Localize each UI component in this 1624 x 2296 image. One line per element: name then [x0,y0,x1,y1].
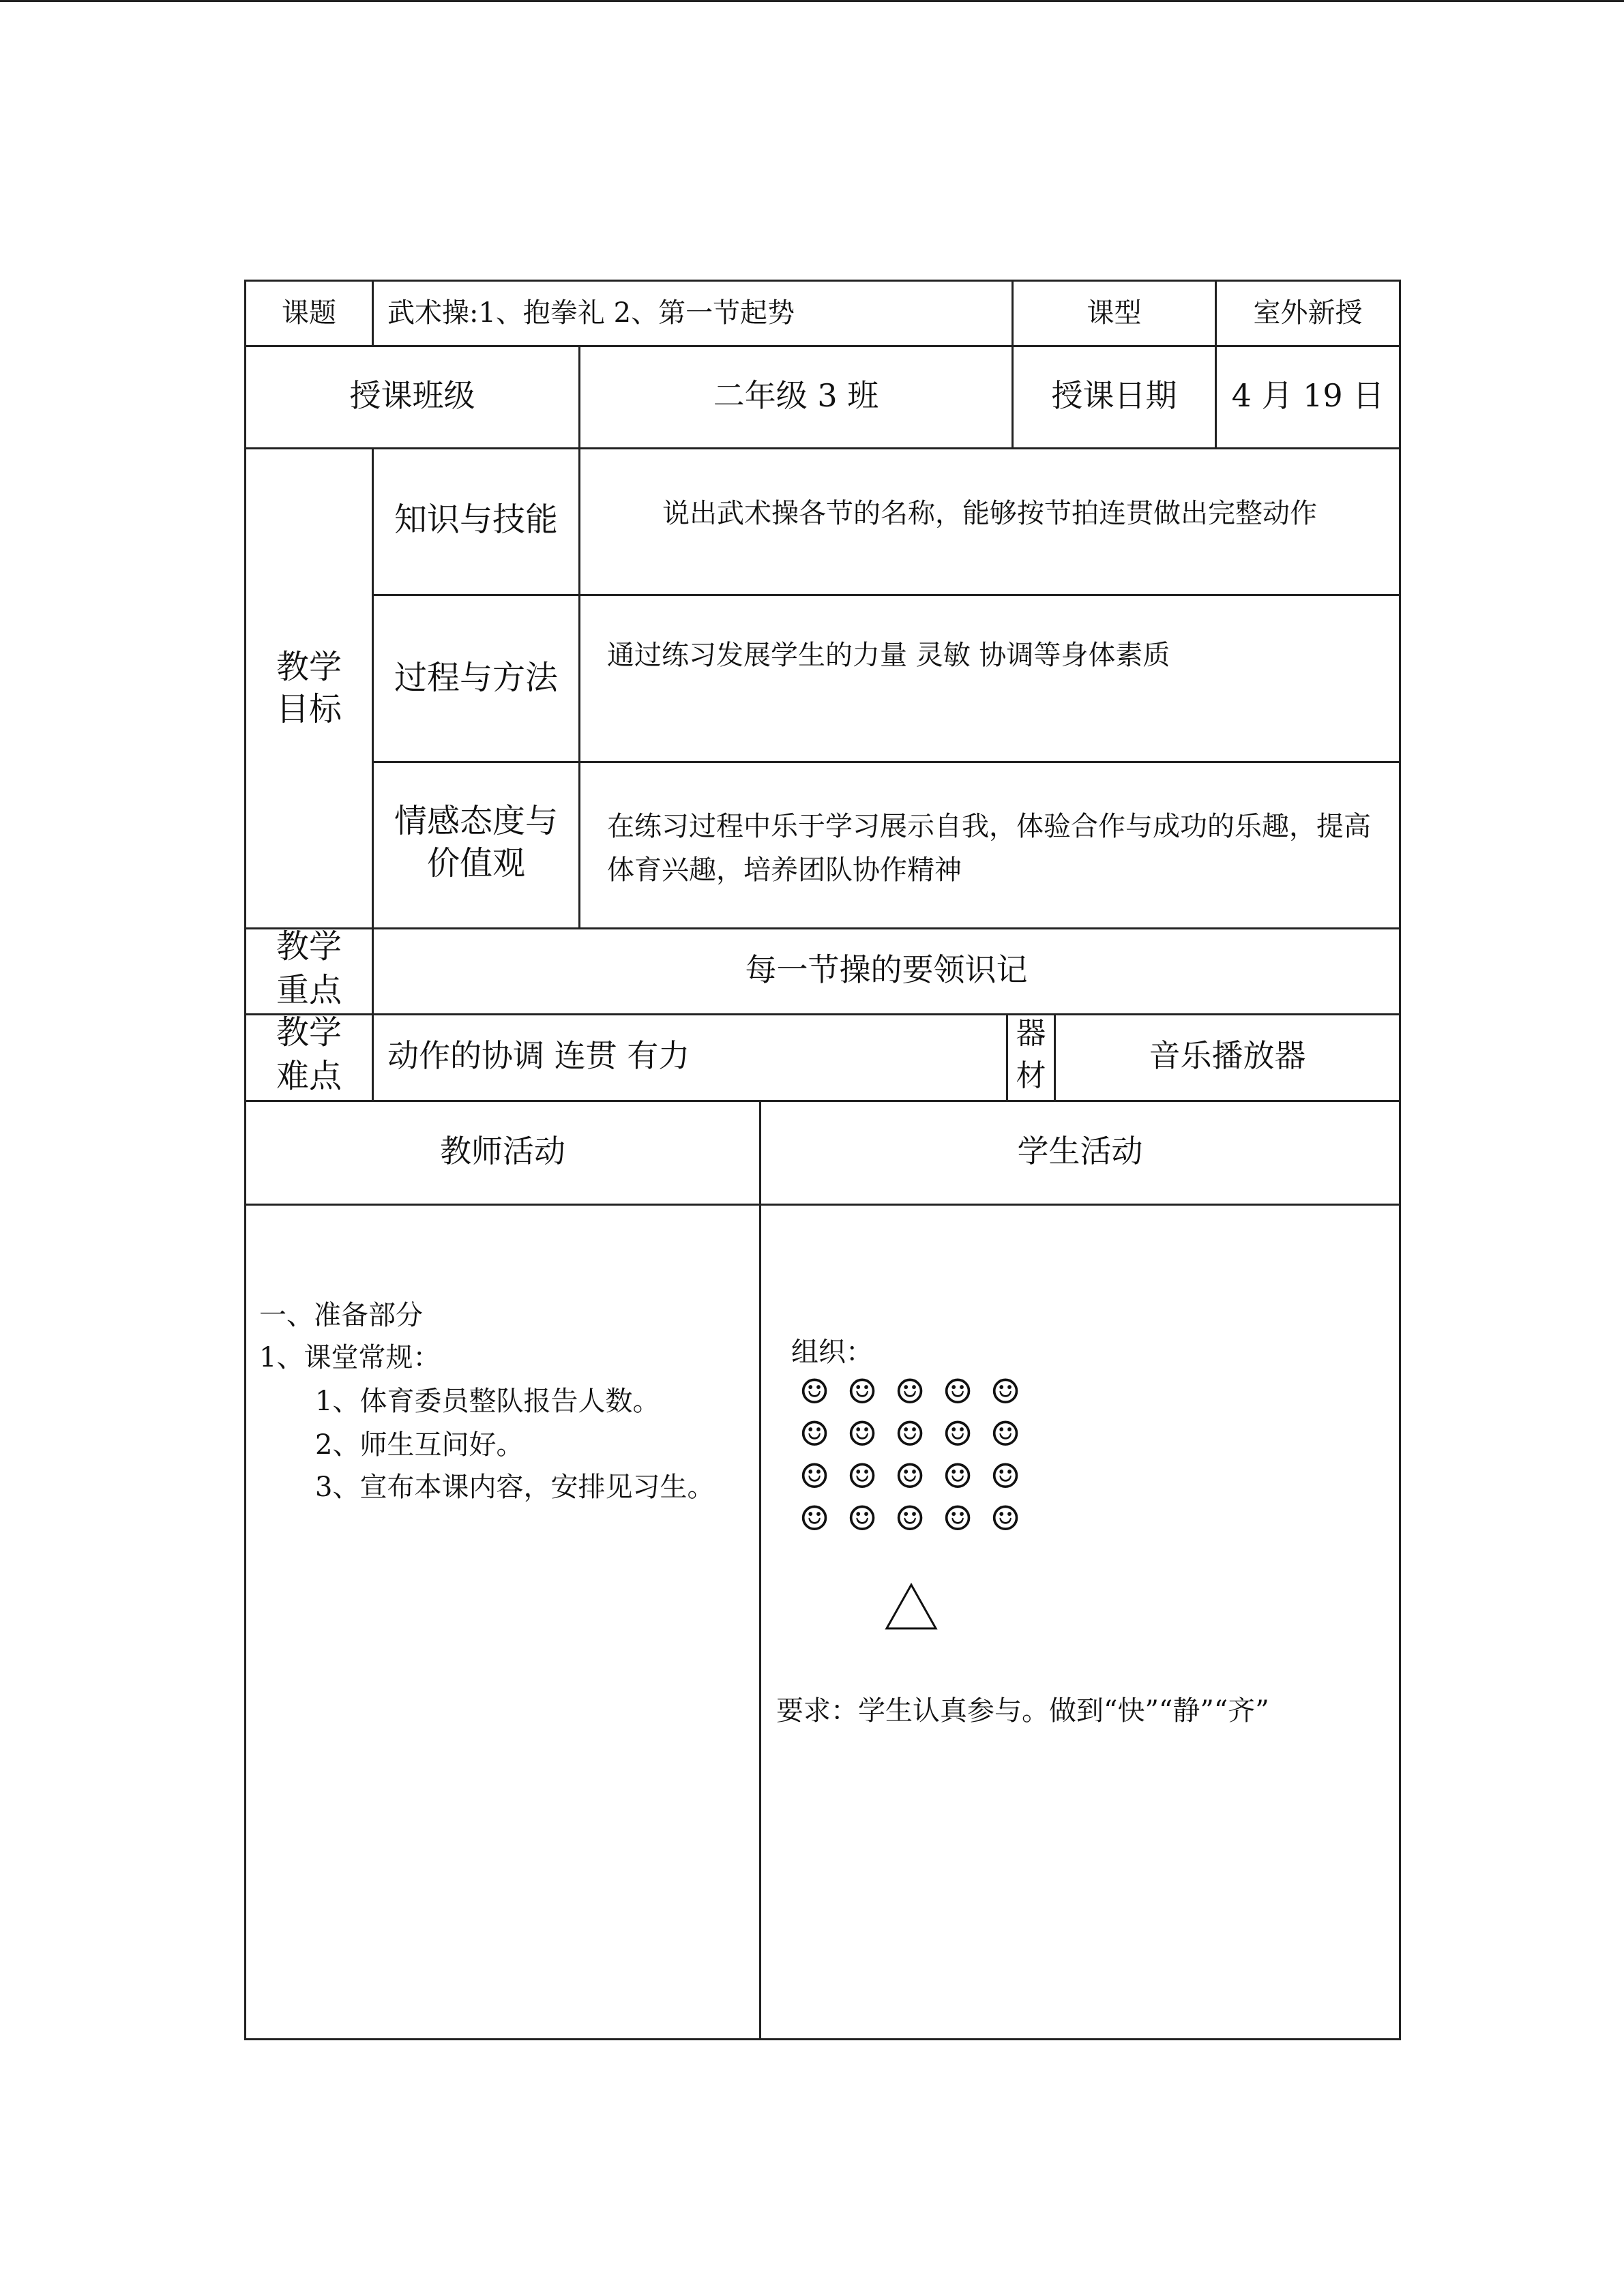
teacher-activity-line: 1、课堂常规： [259,1342,441,1373]
table-border-right [1399,280,1401,2040]
column-divider [759,1100,761,2040]
class-value: 二年级 3 班 [713,377,879,414]
topic-value: 武术操:1、抱拳礼 2、第一节起势 [387,297,795,329]
student-smiley-icon: ☺ [799,1414,830,1454]
student-smiley-icon: ☺ [894,1457,926,1496]
student-smiley-icon: ☺ [799,1499,830,1538]
student-smiley-icon: ☺ [990,1372,1021,1412]
knowledge-text: 说出武术操各节的名称，能够按节拍连贯做出完整动作 [662,498,1317,529]
formation-row [798,1413,1071,1455]
student-requirement: 要求：学生认真参与。做到“快”“静”“齐” [776,1695,1269,1727]
difficulty-label-line1: 教学 [276,1013,342,1052]
equipment-label-line2: 材 [1016,1058,1046,1093]
formation-row [798,1455,1071,1497]
column-divider [372,280,374,345]
student-smiley-icon: ☺ [846,1499,878,1538]
key-points-label-line1: 教学 [276,927,342,966]
class-label: 授课班级 [349,377,475,414]
teacher-activity-line: 一、准备部分 [259,1300,423,1331]
difficulty-label-line2: 难点 [276,1057,342,1095]
student-smiley-icon: ☺ [894,1372,926,1412]
student-smiley-icon: ☺ [846,1372,878,1412]
lesson-type-value: 室外新授 [1253,297,1363,329]
key-points-label-line2: 重点 [276,971,342,1009]
student-smiley-icon: ☺ [990,1499,1021,1538]
topic-label: 课题 [282,297,336,329]
lesson-type-label: 课型 [1087,297,1142,329]
lesson-plan-table [244,280,1401,2040]
objectives-label-line2: 目标 [276,690,342,728]
student-smiley-icon: ☺ [942,1372,973,1412]
key-points-text: 每一节操的要领识记 [745,951,1028,988]
equipment-value: 音乐播放器 [1149,1037,1306,1074]
column-divider [372,447,374,1100]
teacher-activity-line: 3、宣布本课内容，安排见习生。 [315,1472,715,1503]
page-top-border [0,0,1624,2]
student-smiley-icon: ☺ [846,1414,878,1454]
student-smiley-icon: ☺ [942,1414,973,1454]
organization-label: 组织： [791,1337,873,1368]
student-smiley-icon: ☺ [990,1414,1021,1454]
student-smiley-icon: ☺ [990,1457,1021,1496]
column-divider [578,345,580,927]
teacher-activity-line: 1、体育委员整队报告人数。 [315,1386,660,1417]
student-smiley-icon: ☺ [846,1457,878,1496]
row-divider [244,447,1401,449]
student-formation [798,1371,1071,1540]
date-value: 4 月 19 日 [1231,377,1385,414]
process-label: 过程与方法 [394,659,558,697]
process-text: 通过练习发展学生的力量 灵敏 协调等身体素质 [607,640,1170,671]
date-label: 授课日期 [1051,377,1177,414]
formation-row [798,1371,1071,1413]
row-divider [244,1100,1401,1102]
emotion-label-line1: 情感态度与 [394,802,558,840]
row-divider [244,345,1401,347]
student-smiley-icon: ☺ [894,1414,926,1454]
table-border-top [244,280,1401,282]
emotion-text: 在练习过程中乐于学习展示自我，体验合作与成功的乐趣，提高体育兴趣，培养团队协作精神 [607,811,1371,886]
formation-row [798,1497,1071,1540]
student-smiley-icon: ☺ [799,1372,830,1412]
triangle-icon [884,1582,939,1631]
row-divider [244,1204,1401,1206]
row-divider [372,594,1401,596]
student-smiley-icon: ☺ [942,1499,973,1538]
emotion-label-line2: 价值观 [426,844,525,882]
teacher-activity-header: 教师活动 [440,1133,565,1169]
knowledge-label: 知识与技能 [394,501,558,539]
student-activity-header: 学生活动 [1017,1133,1143,1169]
objectives-label-line1: 教学 [276,648,342,686]
row-divider [372,761,1401,763]
table-border-bottom [244,2038,1401,2040]
row-divider [244,927,1401,929]
student-smiley-icon: ☺ [894,1499,926,1538]
difficulty-text: 动作的协调 连贯 有力 [387,1037,690,1074]
equipment-label-line1: 器 [1016,1016,1046,1051]
student-smiley-icon: ☺ [942,1457,973,1496]
row-divider [244,1013,1401,1015]
student-smiley-icon: ☺ [799,1457,830,1496]
teacher-activity-line: 2、师生互问好。 [315,1429,524,1461]
